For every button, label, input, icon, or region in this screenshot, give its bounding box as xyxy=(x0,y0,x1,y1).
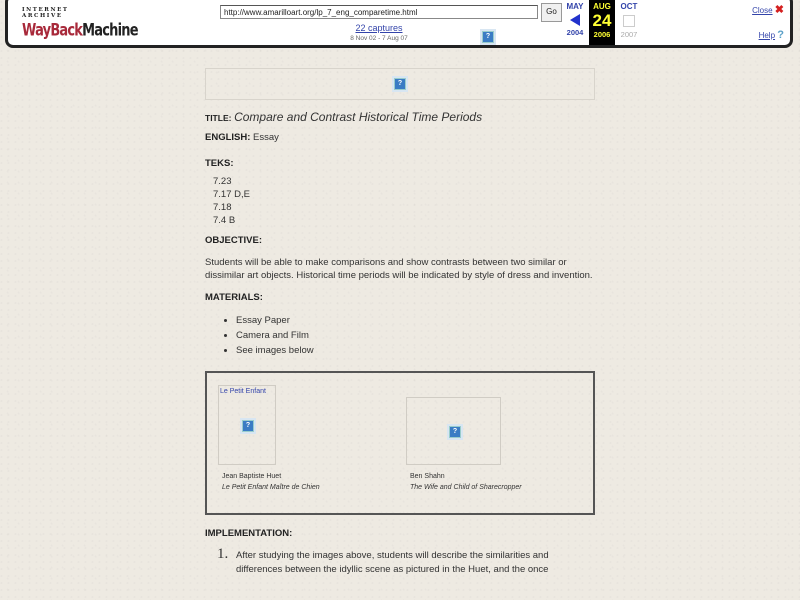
help-link[interactable]: Help xyxy=(758,31,776,40)
sparkline-broken-image-icon: ? xyxy=(482,25,494,43)
huet-image-link[interactable] xyxy=(218,385,276,465)
materials-item: • Essay Paper xyxy=(236,313,595,328)
objective-text: Students will be able to make comparisons and show contrasts between two similar or dissimilar art objects. Historical time periods will be indicated by style of dress and invention. xyxy=(205,257,593,281)
go-button[interactable]: Go xyxy=(541,3,562,22)
materials-list xyxy=(205,313,595,358)
artist-name: Jean Baptiste Huet xyxy=(222,473,282,480)
huet-credit xyxy=(222,471,320,493)
broken-image-icon: ? xyxy=(242,420,254,432)
next-month[interactable]: OCT xyxy=(620,2,638,11)
shahn-image-link[interactable] xyxy=(406,397,501,465)
materials-item: • Camera and Film xyxy=(236,328,595,343)
step-text: After studying the images above, students will describe the similarities and differences between the idyllic scene as pictured in the Huet, and the once xyxy=(236,550,549,575)
materials-item: • See images below xyxy=(236,343,595,358)
teks-list xyxy=(213,175,595,227)
teks-heading: TEKS: xyxy=(205,158,234,169)
objective-heading: OBJECTIVE: xyxy=(205,235,263,246)
english-label: ENGLISH: xyxy=(205,132,251,143)
current-year: 2006 xyxy=(593,30,611,39)
wayback-logo[interactable] xyxy=(22,7,138,41)
lesson-title: Compare and Contrast Historical Time Periods xyxy=(234,110,483,124)
current-day: 24 xyxy=(592,11,612,30)
teks-item: 7.23 xyxy=(213,176,232,187)
broken-image-icon: ? xyxy=(394,78,406,90)
title-row xyxy=(205,110,595,124)
help-button[interactable] xyxy=(759,29,784,41)
artwork-title: The Wife and Child of Sharecropper xyxy=(410,484,522,491)
wayback-toolbar xyxy=(5,0,793,48)
shahn-credit xyxy=(410,471,522,493)
implementation-step xyxy=(205,546,595,577)
close-button[interactable] xyxy=(752,3,784,16)
url-input[interactable]: http://www.amarilloart.org/lp_7_eng_comparetime.html xyxy=(220,5,538,19)
banner-image xyxy=(205,68,595,100)
prev-year[interactable]: 2004 xyxy=(566,28,584,37)
next-arrow-disabled-icon xyxy=(623,15,635,27)
captures-range: 8 Nov 02 - 7 Aug 07 xyxy=(350,35,408,42)
teks-item: 7.17 D,E xyxy=(213,189,250,200)
materials-heading: MATERIALS: xyxy=(205,292,263,303)
lesson-content xyxy=(205,68,595,577)
artwork-comparison-box xyxy=(205,371,595,515)
close-icon[interactable]: ✖ xyxy=(774,4,784,16)
english-row xyxy=(205,132,595,143)
help-icon[interactable]: ? xyxy=(777,29,784,41)
current-capture xyxy=(589,0,615,45)
teks-item: 7.18 xyxy=(213,202,232,213)
artist-name: Ben Shahn xyxy=(410,473,445,480)
prev-capture[interactable] xyxy=(561,0,589,45)
prev-month[interactable]: MAY xyxy=(566,2,584,11)
teks-item: 7.4 B xyxy=(213,215,236,226)
broken-image-icon: ? xyxy=(449,426,461,438)
wayback-machine-wordmark: WayBackMachine xyxy=(22,21,138,41)
artwork-title: Le Petit Enfant Maître de Chien xyxy=(222,484,320,491)
capture-calendar xyxy=(561,0,721,45)
internet-archive-label: INTERNET ARCHIVE xyxy=(22,7,69,19)
next-capture[interactable] xyxy=(615,0,643,45)
prev-arrow-icon[interactable] xyxy=(570,14,580,26)
captures-link[interactable]: 22 captures xyxy=(355,23,403,33)
step-number: 1. xyxy=(217,546,229,562)
close-link[interactable]: Close xyxy=(752,6,773,15)
huet-image-alt: Le Petit Enfant xyxy=(220,388,266,395)
next-year: 2007 xyxy=(620,30,638,39)
title-label: TITLE: xyxy=(205,113,232,123)
english-value: Essay xyxy=(253,132,279,143)
current-month: AUG xyxy=(593,2,611,11)
implementation-heading: IMPLEMENTATION: xyxy=(205,528,293,539)
